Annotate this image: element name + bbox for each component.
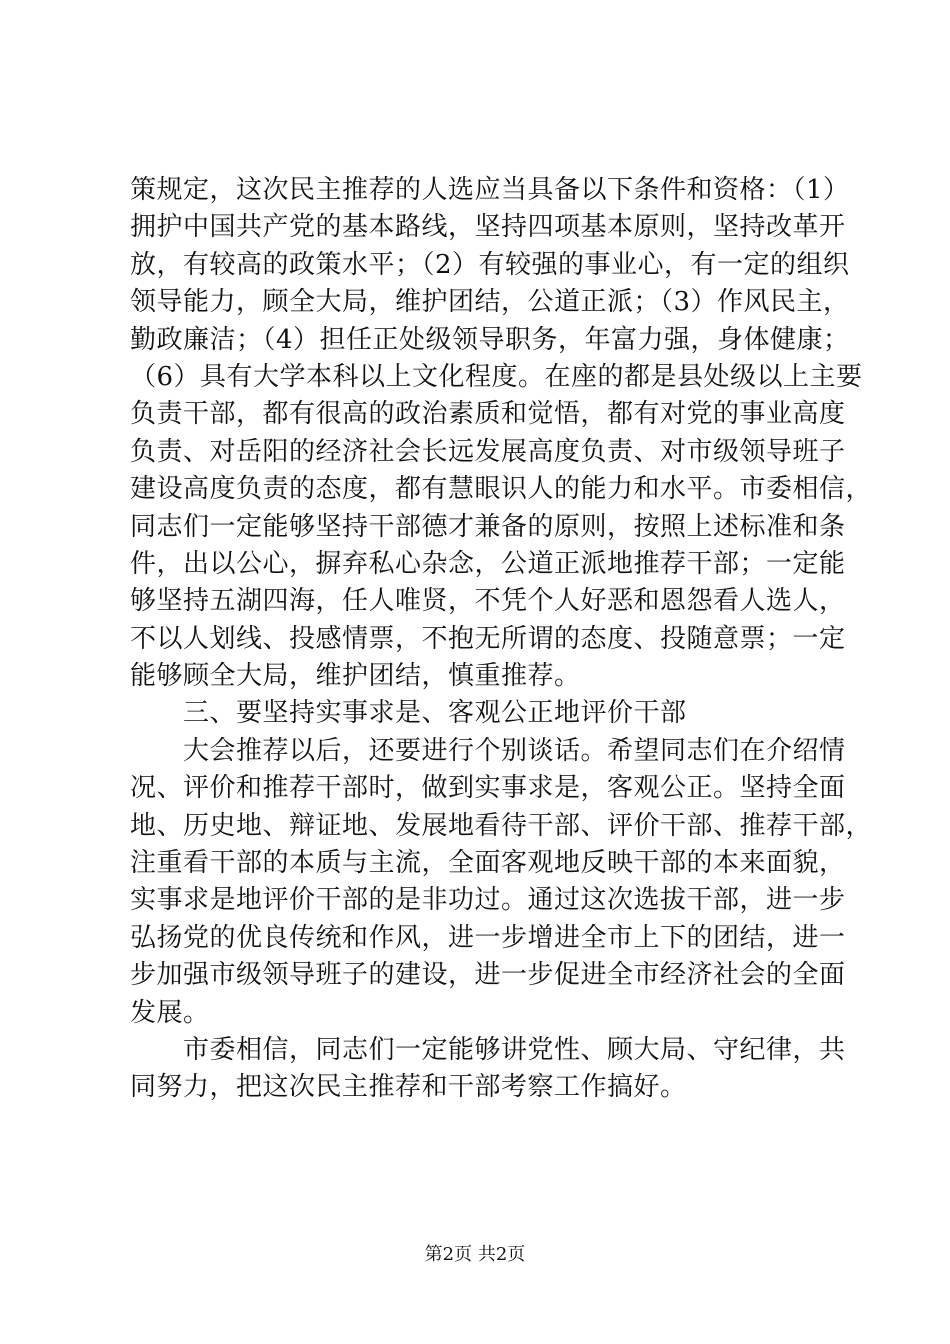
text-line: 负责、对岳阳的经济社会长远发展高度负责、对市级领导班子 [130,436,846,467]
text-line: 实事求是地评价干部的是非功过。通过这次选拔干部，进一步 [130,885,846,916]
document-body [130,172,873,1107]
text-line: 三、要坚持实事求是、客观公正地评价干部 [130,698,687,729]
text-line: 建设高度负责的态度，都有慧眼识人的能力和水平。市委相信， [130,474,873,505]
text-line: 放，有较高的政策水平；（2）有较强的事业心，有一定的组织 [130,249,850,280]
text-line: 大会推荐以后，还要进行个别谈话。希望同志们在介绍情 [130,735,846,766]
text-line: 注重看干部的本质与主流，全面客观地反映干部的本来面貌， [130,848,846,879]
text-line: 够坚持五湖四海，任人唯贤，不凭个人好恶和恩怨看人选人， [130,586,846,617]
text-line: 弘扬党的优良传统和作风，进一步增进全市上下的团结，进一 [130,922,846,953]
text-line: 能够顾全大局，维护团结，慎重推荐。 [130,661,581,692]
text-line: 不以人划线、投感情票，不抱无所谓的态度、投随意票；一定 [130,623,846,654]
page-footer: 第2页 共2页 [424,1244,526,1265]
text-line: 同努力，把这次民主推荐和干部考察工作搞好。 [130,1072,687,1103]
text-line: 拥护中国共产党的基本路线，坚持四项基本原则，坚持改革开 [130,212,846,243]
text-line: 地、历史地、辩证地、发展地看待干部、评价干部、推荐干部， [130,810,873,841]
text-line: 发展。 [130,997,210,1028]
text-line: 市委相信，同志们一定能够讲党性、顾大局、守纪律，共 [130,1034,846,1065]
text-line: 同志们一定能够坚持干部德才兼备的原则，按照上述标准和条 [130,511,846,542]
text-line: （6）具有大学本科以上文化程度。在座的都是县处级以上主要 [130,361,863,392]
text-line: 件，出以公心，摒弃私心杂念，公道正派地推荐干部；一定能 [130,548,846,579]
text-line: 况、评价和推荐干部时，做到实事求是，客观公正。坚持全面 [130,773,846,804]
text-line: 策规定，这次民主推荐的人选应当具备以下条件和资格：（1） [130,175,850,205]
text-line: 负责干部，都有很高的政治素质和觉悟，都有对党的事业高度 [130,399,846,430]
text-line: 领导能力，顾全大局，维护团结，公道正派；（3）作风民主， [130,287,850,318]
text-line: 勤政廉洁；（4）担任正处级领导职务，年富力强，身体健康； [130,324,850,355]
text-line: 步加强市级领导班子的建设，进一步促进全市经济社会的全面 [130,960,846,991]
